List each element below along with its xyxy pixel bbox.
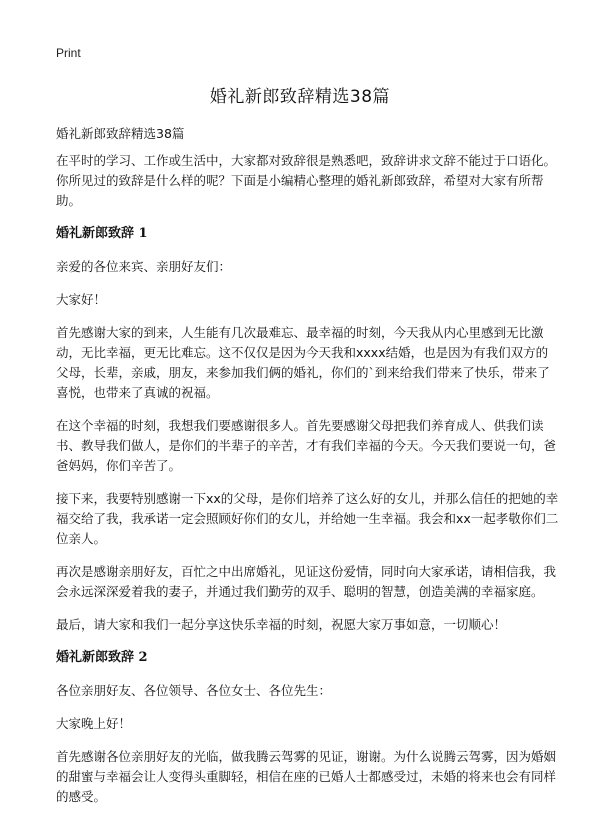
- section-heading: 婚礼新郎致辞 1: [56, 226, 148, 241]
- section-2: [56, 648, 560, 807]
- article-subtitle: 婚礼新郎致辞精选38篇: [56, 126, 185, 141]
- paragraph: 最后，请大家和我们一起分享这快乐幸福的时刻，祝愿大家万事如意，一切顺心！: [56, 617, 507, 632]
- section-heading: 婚礼新郎致辞 2: [56, 650, 148, 665]
- section-1: [56, 224, 560, 635]
- print-link[interactable]: Print: [56, 46, 81, 60]
- paragraph: 接下来，我要特别感谢一下xx的父母，是你们培养了这么好的女儿，并那么信任的把她的幸福交给了我，我承诺一定会照顾好你们的女儿，并给她一生幸福。我会和xx一起孝敬你们二位亲人。: [56, 491, 559, 546]
- paragraph: 首先感谢大家的到来，人生能有几次最难忘、最幸福的时刻，今天我从内心里感到无比激动，无比幸福，更无比难忘。这不仅仅是因为今天我和xxxx结婚，也是因为有我们双方的父母，长辈，亲戚，朋友，来参加我们俩的婚礼，你们的`到来给我们带来了快乐，带来了喜悦，也带来了真诚的祝福。: [56, 325, 550, 400]
- page-title: 婚礼新郎致辞精选38篇: [209, 87, 391, 107]
- paragraph: 大家晚上好！: [56, 716, 132, 731]
- paragraph: 再次是感谢亲朋好友，百忙之中出席婚礼，见证这份爱情，同时向大家承诺，请相信我，我会永远深深爱着我的妻子，并通过我们勤劳的双手、聪明的智慧，创造美满的幸福家庭。: [56, 564, 557, 599]
- paragraph: 各位亲朋好友、各位领导、各位女士、各位先生：: [56, 683, 332, 698]
- paragraph: 大家好！: [56, 292, 107, 307]
- paragraph: 亲爱的各位来宾、亲朋好友们：: [56, 259, 232, 274]
- paragraph: 在这个幸福的时刻，我想我们要感谢很多人。首先要感谢父母把我们养育成人、供我们读书、教导我们做人，是你们的半辈子的辛苦，才有我们幸福的今天。今天我们要说一句，爸爸妈妈，你们辛苦了。: [56, 418, 557, 473]
- paragraph: 首先感谢各位亲朋好友的光临，做我腾云驾雾的见证，谢谢。为什么说腾云驾雾，因为婚姻的甜蜜与幸福会让人变得头重脚轻，相信在座的已婚人士都感受过，未婚的将来也会有同样的感受。: [56, 749, 557, 804]
- article-body: [56, 124, 560, 820]
- intro-paragraph: 在平时的学习、工作或生活中，大家都对致辞很是熟悉吧，致辞讲求文辞不能过于口语化。你所见过的致辞是什么样的呢？下面是小编精心整理的婚礼新郎致辞，希望对大家有所帮助。: [56, 153, 557, 208]
